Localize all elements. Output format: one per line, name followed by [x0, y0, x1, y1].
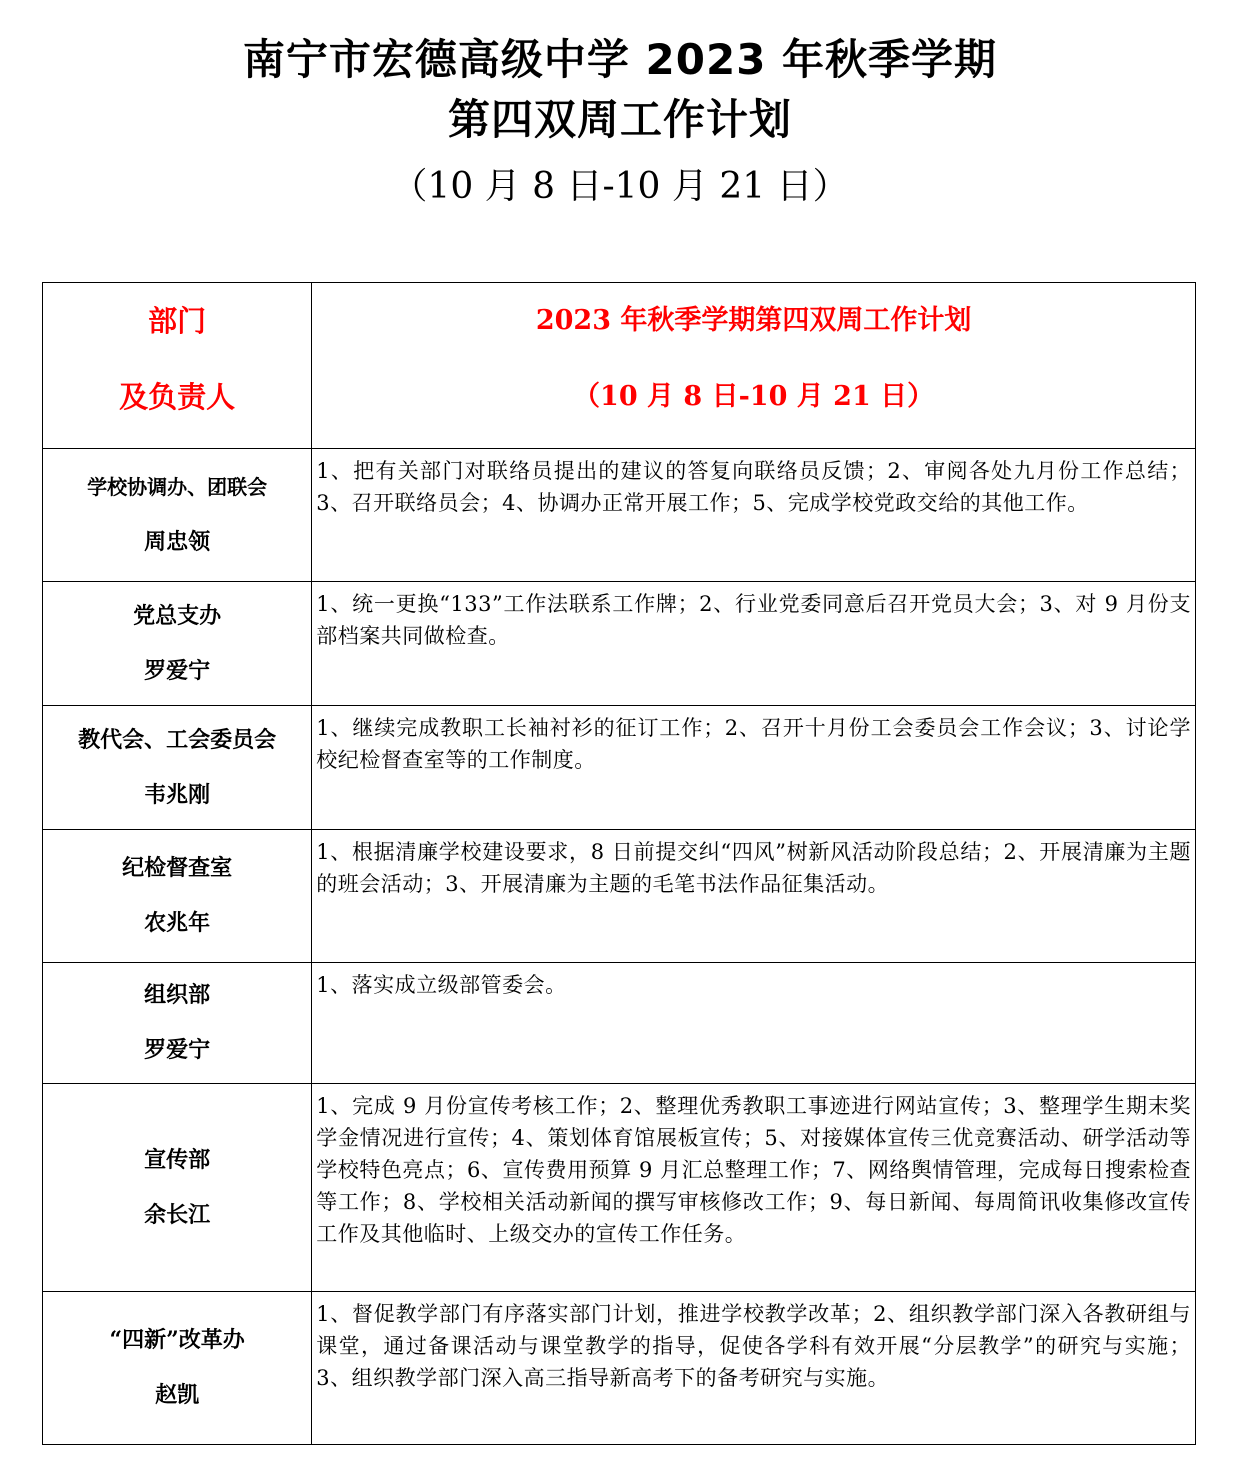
responsible-person: 周忠领: [144, 529, 211, 555]
department-cell: [43, 830, 312, 963]
plan-cell: 1、根据清廉学校建设要求，8 日前提交纠“四风”树新风活动阶段总结；2、开展清廉为主题的班会活动；3、开展清廉为主题的毛笔书法作品征集活动。: [312, 830, 1196, 963]
department-name: 宣传部: [144, 1146, 211, 1173]
table-row: [43, 706, 1196, 830]
header-responsible-label: 及负责人: [119, 380, 236, 414]
plan-cell: 1、督促教学部门有序落实部门计划，推进学校教学改革；2、组织教学部门深入各教研组与课堂，通过备课活动与课堂教学的指导，促使各学科有效开展“分层教学”的研究与实施；3、组织教学部门深入高三指导新高考下的备考研究与实施。: [312, 1292, 1196, 1445]
plan-cell: 1、落实成立级部管委会。: [312, 963, 1196, 1084]
table-row: [43, 1292, 1196, 1445]
responsible-person: 罗爱宁: [144, 657, 211, 684]
department-cell: [43, 582, 312, 706]
table-header-row: [43, 283, 1196, 449]
department-name: 组织部: [144, 982, 211, 1008]
department-name: 学校协调办、团联会: [87, 475, 268, 499]
header-department-cell: [43, 283, 312, 449]
header-department-label: 部门: [148, 304, 207, 338]
title-date-range: （10 月 8 日-10 月 21 日）: [391, 166, 849, 207]
title-line-2: 第四双周工作计划: [447, 95, 792, 144]
table-row: [43, 582, 1196, 706]
table-row: [43, 1084, 1196, 1292]
plan-cell: 1、把有关部门对联络员提出的建议的答复向联络员反馈；2、审阅各处九月份工作总结；3、召开联络员会；4、协调办正常开展工作；5、完成学校党政交给的其他工作。: [312, 449, 1196, 582]
department-cell: [43, 1084, 312, 1292]
department-name: “四新”改革办: [109, 1327, 245, 1353]
department-cell: [43, 963, 312, 1084]
table-row: [43, 963, 1196, 1084]
department-cell: [43, 449, 312, 582]
responsible-person: 余长江: [144, 1201, 211, 1228]
table-row: [43, 449, 1196, 582]
responsible-person: 韦兆刚: [144, 781, 211, 808]
plan-cell: 1、继续完成教职工长袖衬衫的征订工作；2、召开十月份工会委员会工作会议；3、讨论学校纪检督查室等的工作制度。: [312, 706, 1196, 830]
work-plan-table: [42, 282, 1196, 1445]
responsible-person: 罗爱宁: [144, 1037, 211, 1063]
responsible-person: 赵凯: [155, 1382, 200, 1408]
plan-cell: 1、完成 9 月份宣传考核工作；2、整理优秀教职工事迹进行网站宣传；3、整理学生期末奖学金情况进行宣传；4、策划体育馆展板宣传；5、对接媒体宣传三优竞赛活动、研学活动等学校特色亮点；6、宣传费用预算 9 月汇总整理工作；7、网络舆情管理，完成每日搜索检查等工作；8、学校相关活动新闻的撰写审核修改工作；9、每日新闻、每周简讯收集修改宣传工作及其他临时、上级交办的宣传工作任务。: [312, 1084, 1196, 1292]
department-name: 纪检督查室: [122, 855, 233, 881]
table-row: [43, 830, 1196, 963]
document-title: [0, 30, 1240, 212]
department-name: 党总支办: [133, 602, 222, 629]
header-plan-dates: （10 月 8 日-10 月 21 日）: [573, 381, 935, 412]
department-name: 教代会、工会委员会: [78, 726, 277, 753]
title-line-1: 南宁市宏德高级中学 2023 年秋季学期: [242, 35, 998, 84]
plan-cell: 1、统一更换“133”工作法联系工作牌；2、行业党委同意后召开党员大会；3、对 9 月份支部档案共同做检查。: [312, 582, 1196, 706]
header-plan-cell: [312, 283, 1196, 449]
header-plan-title: 2023 年秋季学期第四双周工作计划: [535, 305, 972, 336]
responsible-person: 农兆年: [144, 910, 211, 936]
department-cell: [43, 706, 312, 830]
department-cell: [43, 1292, 312, 1445]
